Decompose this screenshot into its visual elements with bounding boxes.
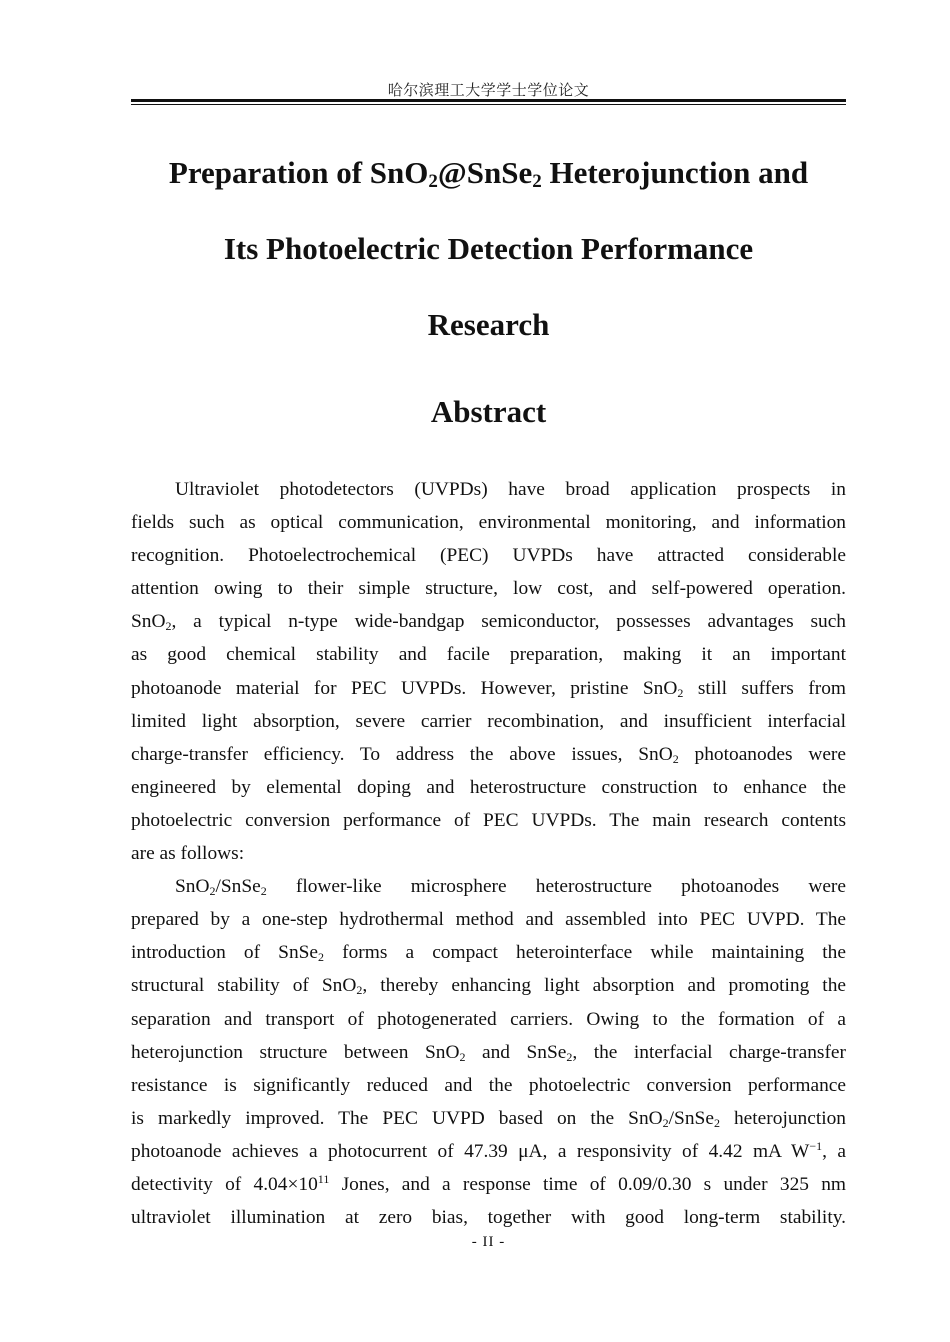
paragraph-line: limited light absorption, severe carrier recombination, and insufficient interfacial bbox=[131, 710, 846, 732]
abstract-heading: Abstract bbox=[430, 394, 547, 429]
title-line-1: Preparation of SnO$_2$@SnSe$_2$ Heterojunction and bbox=[168, 155, 809, 192]
paragraph-line: is markedly improved. The PEC UVPD based on the SnO$_2$/SnSe$_2$ heterojunction bbox=[131, 1107, 846, 1130]
paragraph-line: photoanode material for PEC UVPDs. However, pristine SnO$_2$ still suffers from bbox=[131, 677, 846, 700]
paragraph-line: Ultraviolet photodetectors (UVPDs) have broad application prospects in bbox=[175, 479, 846, 500]
paragraph-line: structural stability of SnO$_2$, thereby enhancing light absorption and promoting the bbox=[131, 975, 847, 998]
paragraph-line: charge-transfer efficiency. To address the above issues, SnO$_2$ photoanodes were bbox=[131, 743, 846, 766]
title-line-3: Research bbox=[427, 307, 550, 342]
running-header: 哈尔滨理工大学学士学位论文 bbox=[387, 81, 590, 99]
paragraph-line: photoanode achieves a photocurrent of 47.39 μA, a responsivity of 4.42 mA $W^{-1}$, a bbox=[131, 1138, 846, 1162]
paragraph-line: detectivity of $4.04\times 10^{11}$ Jones, and a response time of 0.09/0.30 s under 325 nm bbox=[131, 1171, 846, 1195]
paragraph-line: ultraviolet illumination at zero bias, together with good long-term stability. bbox=[131, 1207, 846, 1229]
paragraph-line: separation and transport of photogenerated carriers. Owing to the formation of a bbox=[131, 1008, 846, 1030]
paragraph-line: SnO$_2$, a typical n-type wide-bandgap semiconductor, possesses advantages such bbox=[131, 611, 846, 634]
paragraph-line: photoelectric conversion performance of PEC UVPDs. The main research contents bbox=[131, 809, 846, 831]
paragraph-line: prepared by a one-step hydrothermal method and assembled into PEC UVPD. The bbox=[131, 909, 846, 931]
paragraph-line: are as follows: bbox=[131, 843, 245, 865]
header-rule-thin bbox=[131, 104, 846, 105]
paragraph-line: recognition. Photoelectrochemical (PEC) UVPDs have attracted considerable bbox=[131, 545, 846, 567]
paragraph-line: heterojunction structure between SnO$_2$ and SnSe$_2$, the interfacial charge-transfer bbox=[131, 1041, 846, 1064]
paragraph-line: resistance is significantly reduced and the photoelectric conversion performance bbox=[131, 1074, 846, 1096]
abstract-body bbox=[131, 473, 846, 1234]
paragraph-line: introduction of SnSe$_2$ forms a compact heterointerface while maintaining the bbox=[131, 942, 846, 965]
title-line-2: Its Photoelectric Detection Performance bbox=[223, 231, 754, 266]
page-number: - II - bbox=[471, 1234, 506, 1250]
paragraph-line: fields such as optical communication, environmental monitoring, and information bbox=[131, 512, 846, 534]
paragraph-line: attention owing to their simple structure, low cost, and self-powered operation. bbox=[131, 578, 846, 600]
paragraph-line: SnO$_2$/SnSe$_2$ flower-like microsphere heterostructure photoanodes were bbox=[175, 876, 846, 899]
paragraph-line: engineered by elemental doping and heterostructure construction to enhance the bbox=[131, 776, 846, 798]
paragraph-line: as good chemical stability and facile preparation, making it an important bbox=[131, 644, 846, 666]
header-rule-thick bbox=[131, 99, 846, 102]
